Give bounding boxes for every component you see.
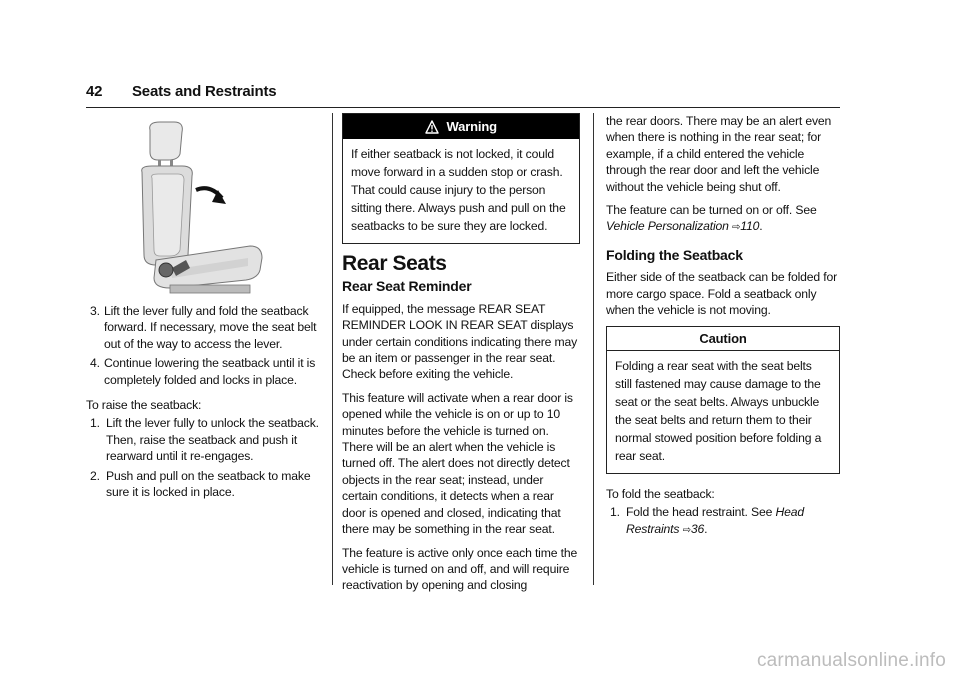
folding-seatback-heading: Folding the Seatback	[606, 246, 743, 263]
raise-step-1: 1. Lift the lever fully to unlock the seatback. Then, raise the seatback and push it rearward until it re-engages.	[90, 416, 319, 464]
reminder-paragraph-3: The feature is active only once each time the vehicle is turned on and off, and will require reactivation by opening and closing	[342, 545, 578, 593]
seat-lever-fold-illustration	[130, 120, 280, 300]
col3	[606, 113, 840, 542]
reminder-paragraph-2: This feature will activate when a rear door is opened while the vehicle is on or up to 10 minutes before the vehicle is turned on. There will be an alert when the vehicle is turned off. The alert does not directly detect objects in the rear seat; instead, under certain conditions, it detects when a rear door is opened and closed, indicating that there may be something in the rear seat.	[342, 390, 573, 537]
toggle-paragraph: The feature can be turned on or off. See Vehicle Personalization ⇨110.	[606, 203, 817, 234]
caution-body: Folding a rear seat with the seat belts still fastened may cause damage to the seat or the seat belts. Always unbuckle the seat belts and return them to their normal stowed position before folding a rear seat.	[615, 358, 822, 463]
warning-header	[343, 114, 579, 139]
page-ref-arrow-icon: ⇨	[732, 222, 741, 234]
col1-steps	[86, 303, 322, 503]
warning-box	[342, 113, 580, 244]
watermark: carmanualsonline.info	[756, 650, 946, 671]
vehicle-personalization-link[interactable]: Vehicle Personalization	[606, 219, 729, 234]
col2	[342, 113, 580, 601]
page-header	[86, 81, 840, 108]
column-divider-1	[332, 113, 333, 585]
caution-box	[606, 326, 840, 473]
reminder-paragraph-1: If equipped, the message REAR SEAT REMINDER LOOK IN REAR SEAT displays under certain conditions indicating there may be an item or passenger in the rear seat. Check before exiting the vehicle.	[342, 301, 578, 382]
page-ref-arrow-icon: ⇨	[682, 524, 691, 536]
vehicle-personalization-page[interactable]: 110	[740, 219, 760, 234]
fold-intro: To fold the seatback:	[606, 486, 715, 501]
fold-step-1: 1. Fold the head restraint. See Head Restraints ⇨36.	[610, 505, 805, 536]
section-title: Seats and Restraints	[132, 83, 277, 100]
step-4: 4. Continue lowering the seatback until it is completely folded and locks in place.	[90, 356, 316, 387]
raise-intro: To raise the seatback:	[86, 398, 202, 413]
warning-icon	[425, 120, 439, 134]
column-divider-2	[593, 113, 594, 585]
raise-step-2: 2. Push and pull on the seatback to make sure it is locked in place.	[90, 468, 311, 500]
folding-paragraph: Either side of the seatback can be folded for more cargo space. Fold a seatback only when the vehicle is not moving.	[606, 270, 838, 318]
rear-seats-heading: Rear Seats	[342, 252, 447, 275]
caution-title: Caution	[607, 327, 839, 350]
warning-body: If either seatback is not locked, it could move forward in a sudden stop or crash. That could cause injury to the person sitting there. Always push and pull on the seatbacks to be sure they are locked.	[351, 147, 566, 233]
page-number: 42	[86, 83, 103, 100]
rear-seat-reminder-heading: Rear Seat Reminder	[342, 278, 472, 295]
head-restraints-page[interactable]: 36	[690, 521, 705, 536]
reminder-paragraph-cont: the rear doors. There may be an alert even when there is nothing in the rear seat; for example, if a child entered the vehicle through the rear door and left the vehicle without the vehicle being shut off.	[606, 114, 832, 194]
head-restraints-link[interactable]: Head Restraints	[626, 505, 805, 536]
warning-title: Warning	[446, 119, 497, 134]
step-3: 3. Lift the lever fully and fold the seatback forward. If necessary, move the seat belt out of the way to access the lever.	[90, 304, 317, 351]
